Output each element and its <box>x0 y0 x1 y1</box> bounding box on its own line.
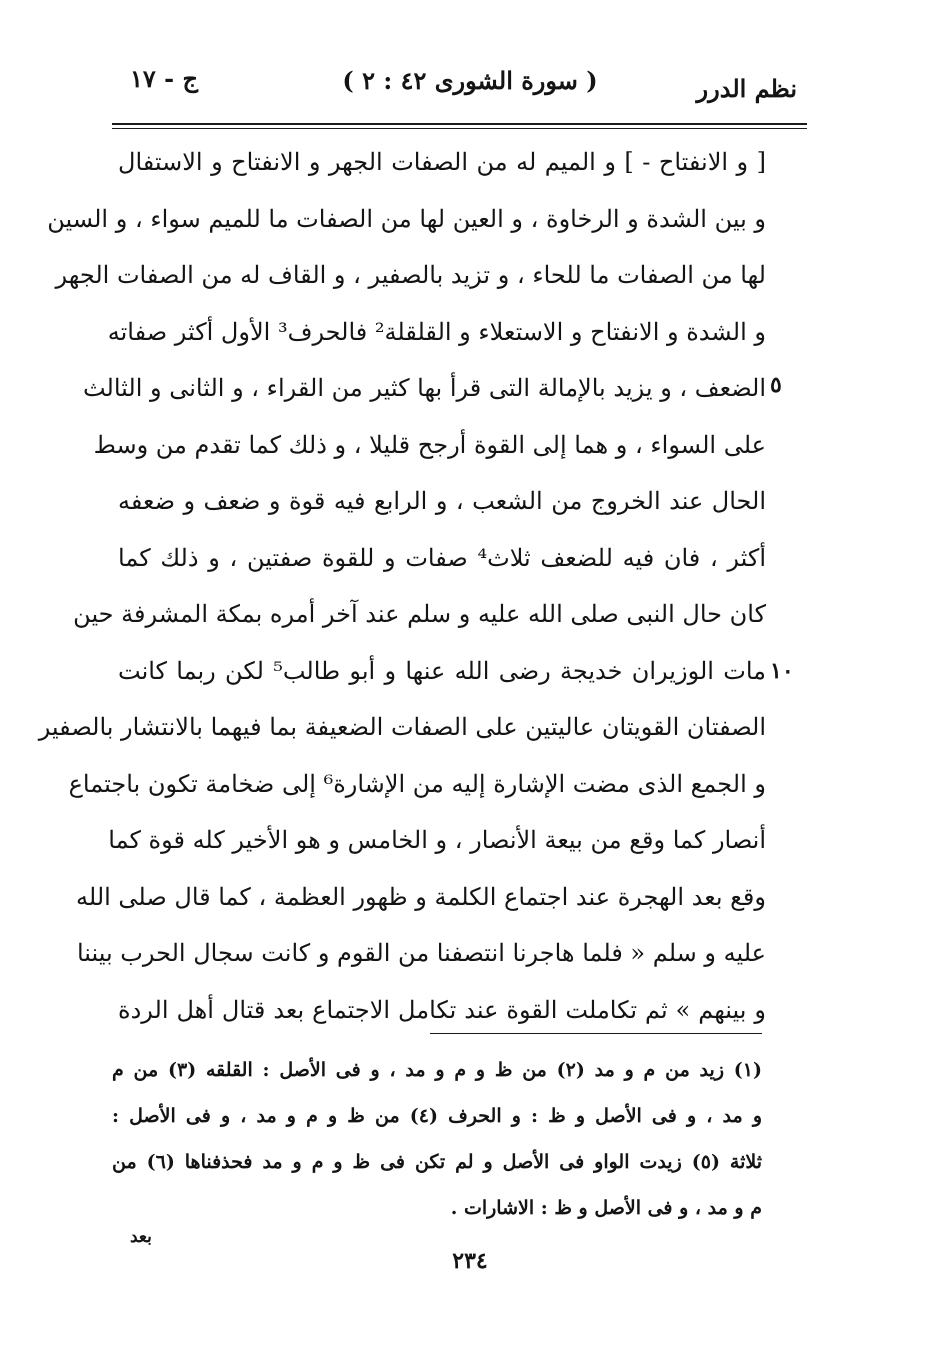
text-line: و الجمع الذى مضت الإشارة إليه من الإشارة⁶ إلى ضخامة تكون باجتماع <box>68 769 766 798</box>
text-line: الضعف ، و يزيد بالإمالة التى قرأ بها كثير من القراء ، و الثانى و الثالث <box>82 374 766 402</box>
text-line: أكثر ، فان فيه للضعف ثلاث⁴ صفات و للقوة صفتين ، و ذلك كما <box>118 543 767 572</box>
header-rule-thin <box>112 128 807 129</box>
text-line: لها من الصفات ما للحاء ، و تزيد بالصفير ، و القاف له من الصفات الجهر <box>55 261 766 289</box>
footnote-line: و مد ، و فى الأصل و ظ : و الحرف (٤) من ظ و م و مد ، و فى الأصل : <box>112 1105 762 1127</box>
text-line: الحال عند الخروج من الشعب ، و الرابع فيه قوة و ضعف و ضعفه <box>118 487 766 515</box>
text-line: على السواء ، و هما إلى القوة أرجح قليلا ، و ذلك كما تقدم من وسط <box>93 430 766 459</box>
surah-reference: ( سورة الشورى ٤٢ : ٢ ) <box>342 66 598 95</box>
text-line: [ و الانفتاح - ] و الميم له من الصفات الجهر و الانفتاح و الاستفال <box>118 148 766 176</box>
text-line: وقع بعد الهجرة عند اجتماع الكلمة و ظهور العظمة ، كما قال صلى الله <box>76 882 766 911</box>
footnote-line: م و مد ، و فى الأصل و ظ : الاشارات . <box>450 1197 762 1219</box>
text-line: و الشدة و الانفتاح و الاستعلاء و القلقلة² فالحرف³ الأول أكثر صفاته <box>107 317 766 346</box>
footnote-line: ثلاثة (٥) زيدت الواو فى الأصل و لم تكن فى ظ و م و مد فحذفناها (٦) من <box>112 1151 762 1173</box>
text-line: و بين الشدة و الرخاوة ، و العين لها من الصفات ما للميم سواء ، و السين <box>47 204 766 233</box>
running-header <box>115 60 805 112</box>
text-line: كان حال النبى صلى الله عليه و سلم عند آخر أمره بمكة المشرفة حين <box>73 600 766 628</box>
line-number-5: ٥ <box>770 372 782 398</box>
footnotes <box>112 1047 762 1231</box>
text-line: أنصار كما وقع من بيعة الأنصار ، و الخامس و هو الأخير كله قوة كما <box>108 826 766 854</box>
text-line: الصفتان القويتان عاليتين على الصفات الضعيفة بما فيهما بالانتشار بالصفير <box>38 713 766 741</box>
volume-number: ج - ١٧ <box>130 64 198 93</box>
line-number-10: ١٠ <box>770 658 794 684</box>
catchword: بعد <box>130 1227 152 1247</box>
text-line: عليه و سلم « فلما هاجرنا انتصفنا من القوم و كانت سجال الحرب بيننا <box>76 939 766 967</box>
footnote-rule <box>430 1033 762 1034</box>
header-rule-thick <box>112 123 807 125</box>
book-title: نظم الدرر <box>696 74 797 103</box>
text-line: و بينهم » ثم تكاملت القوة عند تكامل الاجتماع بعد قتال أهل الردة <box>118 995 766 1024</box>
footnote-line: (١) زيد من م و مد (٢) من ظ و م و مد ، و فى الأصل : القلقه (٣) من م <box>112 1059 762 1081</box>
main-text <box>38 134 767 1038</box>
text-line: مات الوزيران خديجة رضى الله عنها و أبو طالب⁵ لكن ربما كانت <box>118 656 767 685</box>
page-number: ٢٣٤ <box>452 1248 488 1274</box>
